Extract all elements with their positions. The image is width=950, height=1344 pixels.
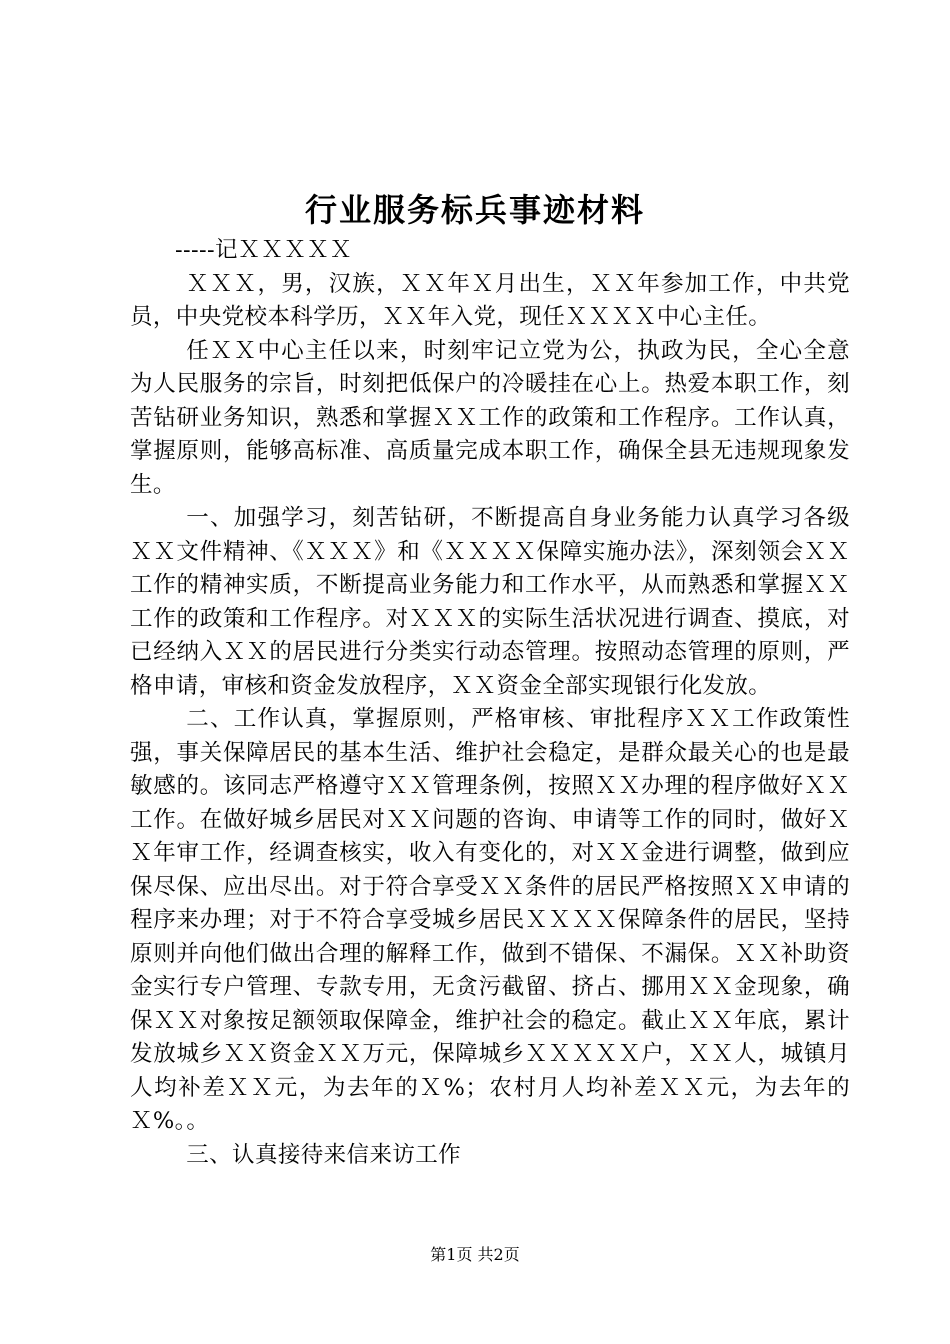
- paragraph-summary: 任ＸＸ中心主任以来，时刻牢记立党为公，执政为民，全心全意为人民服务的宗旨，时刻把低保户的冷暖挂在心上。热爱本职工作，刻苦钻研业务知识，熟悉和掌握ＸＸ工作的政策和工作程序。工作认真，掌握原则，能够高标准、高质量完成本职工作，确保全县无违规现象发生。: [130, 337, 850, 498]
- paragraph-section-three: 三、认真接待来信来访工作: [186, 1141, 462, 1168]
- page-footer: 第1页 共2页: [430, 1245, 520, 1264]
- paragraph-intro: ＸＸＸ，男，汉族，ＸＸ年Ｘ月出生，ＸＸ年参加工作，中共党员，中央党校本科学历，ＸＸ年入党，现任ＸＸＸＸ中心主任。: [130, 270, 850, 330]
- document-body: [130, 234, 850, 1172]
- paragraph-section-two: 二、工作认真，掌握原则，严格审核、审批程序ＸＸ工作政策性强，事关保障居民的基本生活、维护社会稳定，是群众最关心的也是最敏感的。该同志严格遵守ＸＸ管理条例，按照ＸＸ办理的程序做好ＸＸ工作。在做好城乡居民对ＸＸ问题的咨询、申请等工作的同时，做好ＸＸ年审工作，经调查核实，收入有变化的，对ＸＸ金进行调整，做到应保尽保、应出尽出。对于符合享受ＸＸ条件的居民严格按照ＸＸ申请的程序来办理；对于不符合享受城乡居民ＸＸＸＸ保障条件的居民，坚持原则并向他们做出合理的解释工作，做到不错保、不漏保。ＸＸ补助资金实行专户管理、专款专用，无贪污截留、挤占、挪用ＸＸ金现象，确保ＸＸ对象按足额领取保障金，维护社会的稳定。截止ＸＸ年底，累计发放城乡ＸＸ资金ＸＸ万元，保障城乡ＸＸＸＸＸ户，ＸＸ人，城镇月人均补差ＸＸ元，为去年的Ｘ%；农村月人均补差ＸＸ元，为去年的Ｘ%。。: [130, 706, 850, 1134]
- document-subtitle: -----记ＸＸＸＸＸ: [175, 237, 353, 263]
- document-title: 行业服务标兵事迹材料: [304, 191, 645, 229]
- paragraph-section-one: 一、加强学习，刻苦钻研，不断提高自身业务能力认真学习各级ＸＸ文件精神、《ＸＸＸ》和《ＸＸＸＸ保障实施办法》，深刻领会ＸＸ工作的精神实质，不断提高业务能力和工作水平，从而熟悉和掌握ＸＸ工作的政策和工作程序。对ＸＸＸ的实际生活状况进行调查、摸底，对已经纳入ＸＸ的居民进行分类实行动态管理。按照动态管理的原则，严格申请，审核和资金发放程序，ＸＸ资金全部实现银行化发放。: [130, 505, 850, 699]
